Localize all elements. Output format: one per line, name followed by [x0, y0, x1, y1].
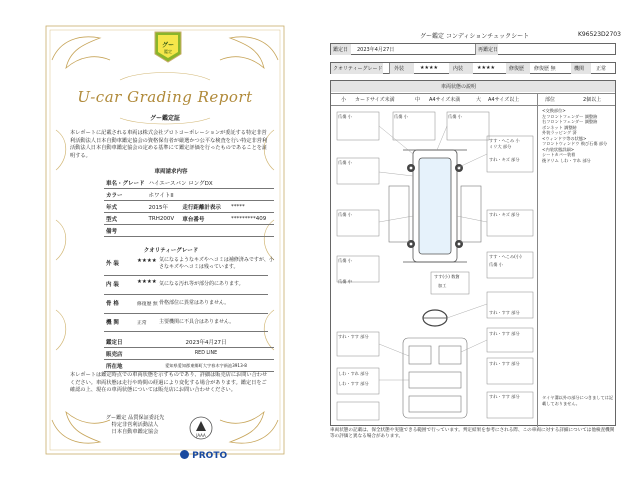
year-label: 年式: [104, 201, 147, 213]
vehicle-info-table: [104, 177, 274, 237]
grade-row-frame: [104, 295, 268, 314]
grade-label: 機 関: [106, 320, 119, 326]
grade-text: 主要機関に不具合はありません。: [159, 319, 235, 325]
grade-row-exterior: [104, 255, 274, 276]
chassis-label: 車台番号: [180, 213, 229, 225]
date-label: 鑑定日: [331, 44, 351, 55]
dealer-label: 販売店: [104, 348, 138, 360]
damage-label: すれ・すす 部分: [489, 310, 520, 315]
size-large-desc: A4サイズ以上: [488, 97, 520, 103]
model-value: TRH200V: [147, 213, 181, 225]
damage-label: しわ・すれ 部分: [338, 371, 369, 376]
chassis-value: *********409: [229, 213, 274, 225]
grade-text: 気になるようなキズやヘコミは補修済みですが、小さなキズやヘコミは残っています。: [159, 257, 274, 270]
tire-note: タイヤ溝以外の部分につきましては記載しておりません。: [542, 395, 614, 406]
quality-row: [330, 62, 616, 74]
sheet-title: グー鑑定 コンディションチェックシート: [420, 33, 530, 40]
vehicle-section-title: 車両請求内容: [154, 169, 188, 175]
exterior-stars: ★★★★: [420, 65, 438, 71]
mileage-label: 走行距離計表示: [180, 201, 229, 213]
vehicle-diagram: [333, 106, 537, 426]
size-large: 大: [476, 97, 482, 103]
damage-label: すれ・すす 部分: [489, 394, 520, 399]
model-label: 型式: [104, 213, 147, 225]
damage-label: 爪傷 小: [338, 114, 352, 119]
inspection-date-label: 鑑定日: [104, 336, 138, 348]
vehicle-row: [104, 189, 274, 201]
sig-line: 特定非営利活動法人: [111, 422, 159, 428]
remarks-label: 備考: [104, 225, 147, 237]
proto-mark-icon: [180, 450, 189, 459]
vehicle-row: [104, 213, 274, 225]
svg-text:鑑定: 鑑定: [164, 49, 172, 54]
vehicle-name-label: 車名・グレード: [104, 177, 147, 189]
grade-row-interior: [104, 276, 268, 295]
damage-label: 爪傷 小: [448, 114, 462, 119]
exterior-label: 外装: [390, 63, 414, 74]
grade-label: 骨 格: [106, 301, 119, 307]
vehicle-row: [104, 201, 274, 213]
condition-header: 車両状態の説明: [331, 81, 615, 92]
jaaa-label: JAAA: [196, 433, 206, 438]
mileage-value: *****: [229, 201, 274, 213]
grading-certificate: [40, 20, 290, 460]
size-small: 小: [341, 97, 347, 103]
damage-label: すれ・キズ 部分: [489, 212, 520, 217]
dealer-row: [104, 336, 274, 348]
proto-logo: [180, 450, 227, 461]
color-label: カラー: [104, 189, 147, 201]
damage-label: すれ・すす 部分: [489, 331, 520, 336]
vehicle-row: [104, 225, 274, 237]
damage-label: 爪傷 小: [338, 258, 352, 263]
condition-panel: [330, 80, 616, 426]
quality-label: クオリティーグレード: [331, 63, 383, 74]
size-mid-desc: A4サイズ未満: [429, 97, 461, 103]
dealer-row: [104, 348, 274, 360]
svg-text:グー: グー: [161, 42, 175, 49]
remarks-value: [147, 225, 274, 237]
grade-stars: 正常: [137, 321, 147, 326]
engine-label: 機関: [571, 63, 591, 74]
engine-value: 正常: [596, 66, 607, 72]
sig-line: グー鑑定 品質保証委託先: [105, 415, 165, 421]
date-value: 2023年4月27日: [357, 47, 395, 53]
grade-text: 気になる汚れ等が部分的にあります。: [159, 281, 244, 287]
grade-label: 内 装: [106, 282, 119, 288]
address-value: 愛知県愛知郡東郷町大字春木字新池3913-8: [138, 360, 274, 372]
parts-header: 部位: [545, 97, 556, 103]
color-value: ホワイトII: [147, 189, 274, 201]
certificate-title: U-car Grading Report: [77, 88, 253, 106]
proto-label: PROTO: [192, 451, 228, 461]
damage-label: すす・へこみ(小): [489, 254, 522, 259]
recheck-label: 再鑑定日: [476, 44, 498, 55]
damage-label: ミリ大 部分: [489, 144, 512, 149]
interior-stars: ★★★★: [477, 65, 495, 71]
grade-text: 骨格部位に異常はありません。: [159, 300, 230, 306]
date-row: [330, 43, 616, 55]
quality-section-title: クオリティーグレード: [143, 248, 199, 254]
vehicle-row: [104, 177, 274, 189]
dealer-value: RED LINE: [138, 348, 274, 360]
certificate-subtitle: グー鑑定証: [149, 115, 180, 122]
size-small-desc: カードサイズ未満: [355, 97, 395, 103]
damage-label: しわ・すす 部分: [338, 381, 369, 386]
damage-label: すす・へこみ 小: [489, 138, 520, 143]
damage-label: 加工: [438, 283, 447, 288]
sheet-disclaimer: 車両状態の記載は、保全状態や実施できる範囲で行っています。判定結果を参考にされる際、この車両に対する詳細については他検査機関等の評価と異なる場合があります。: [330, 428, 615, 439]
sheet-id: K96523D2703: [578, 31, 621, 38]
grade-stars: 修復歴 無: [137, 302, 158, 307]
address-label: 所在地: [104, 360, 138, 372]
size-mid: 中: [415, 97, 421, 103]
grade-row-engine: [104, 314, 268, 332]
damage-label: すれ・すす 部分: [489, 361, 520, 366]
damage-label: 爪傷 中: [338, 279, 352, 284]
interior-label: 内装: [449, 63, 473, 74]
repair-notes: <交換部位> 左フロントフェンダー 調整跡 右フロントフェンダー 調整跡 ボンネット 調整跡 外装ラッピング 済 <ウィンドウ等の状態> フロントウィンドウ 飛び石傷 部分 <内装状態詳細> シートカバー装着 後ドリム しわ・すれ 部分: [542, 108, 608, 163]
damage-label: すれ・すす 部分: [338, 334, 369, 339]
sig-line: 日本自動車鑑定協会: [111, 429, 159, 435]
certificate-bottom-note: 本レポートは鑑定時点での車両状態を示すものであり、詳細は販売店にお問い合わせください。車両状態は走行や時間の経過により変化する場合があります。鑑定日をご確認の上、現在の車両状態については販売店にお問い合わせください。: [70, 372, 268, 394]
grade-label: 外 装: [106, 261, 119, 267]
certificate-intro: 本レポートに記載される車両は株式会社プロトコーポレーションが委託する特定非営利活動法人日本自動車鑑定協会の資格保有者が厳選かつ公平な検査を行い特定非営利活動法人日本自動車鑑定協会の定める基準にて鑑定評価を行ったものであることを証明する。: [70, 130, 268, 159]
damage-label: すれ・キズ 部分: [489, 157, 520, 162]
dealer-row: [104, 360, 274, 372]
dealer-info-table: [104, 336, 274, 372]
damage-label: 爪傷 小: [489, 262, 503, 267]
damage-label: 爪傷 小: [394, 114, 408, 119]
parts-multi: 2個以上: [583, 97, 602, 103]
grade-stars: ★★★★: [137, 258, 157, 264]
frame-label: 修復歴: [506, 63, 530, 74]
jaaa-seal: [188, 415, 214, 441]
damage-label: 爪傷 小: [338, 212, 352, 217]
damage-label: すす(小) 数箇: [434, 274, 460, 279]
grade-stars: ★★★★: [137, 279, 157, 285]
steering-wheel-icon: [423, 310, 447, 326]
inspection-date-value: 2023年4月27日: [138, 336, 274, 348]
damage-label: 爪傷 小: [338, 160, 352, 165]
issuer-signature: [90, 415, 180, 436]
goo-kantei-badge: [153, 30, 183, 64]
year-value: 2015年: [147, 201, 181, 213]
vehicle-name-value: ハイエースバン ロングDX: [147, 177, 274, 189]
frame-value: 修復歴 無: [534, 66, 556, 72]
